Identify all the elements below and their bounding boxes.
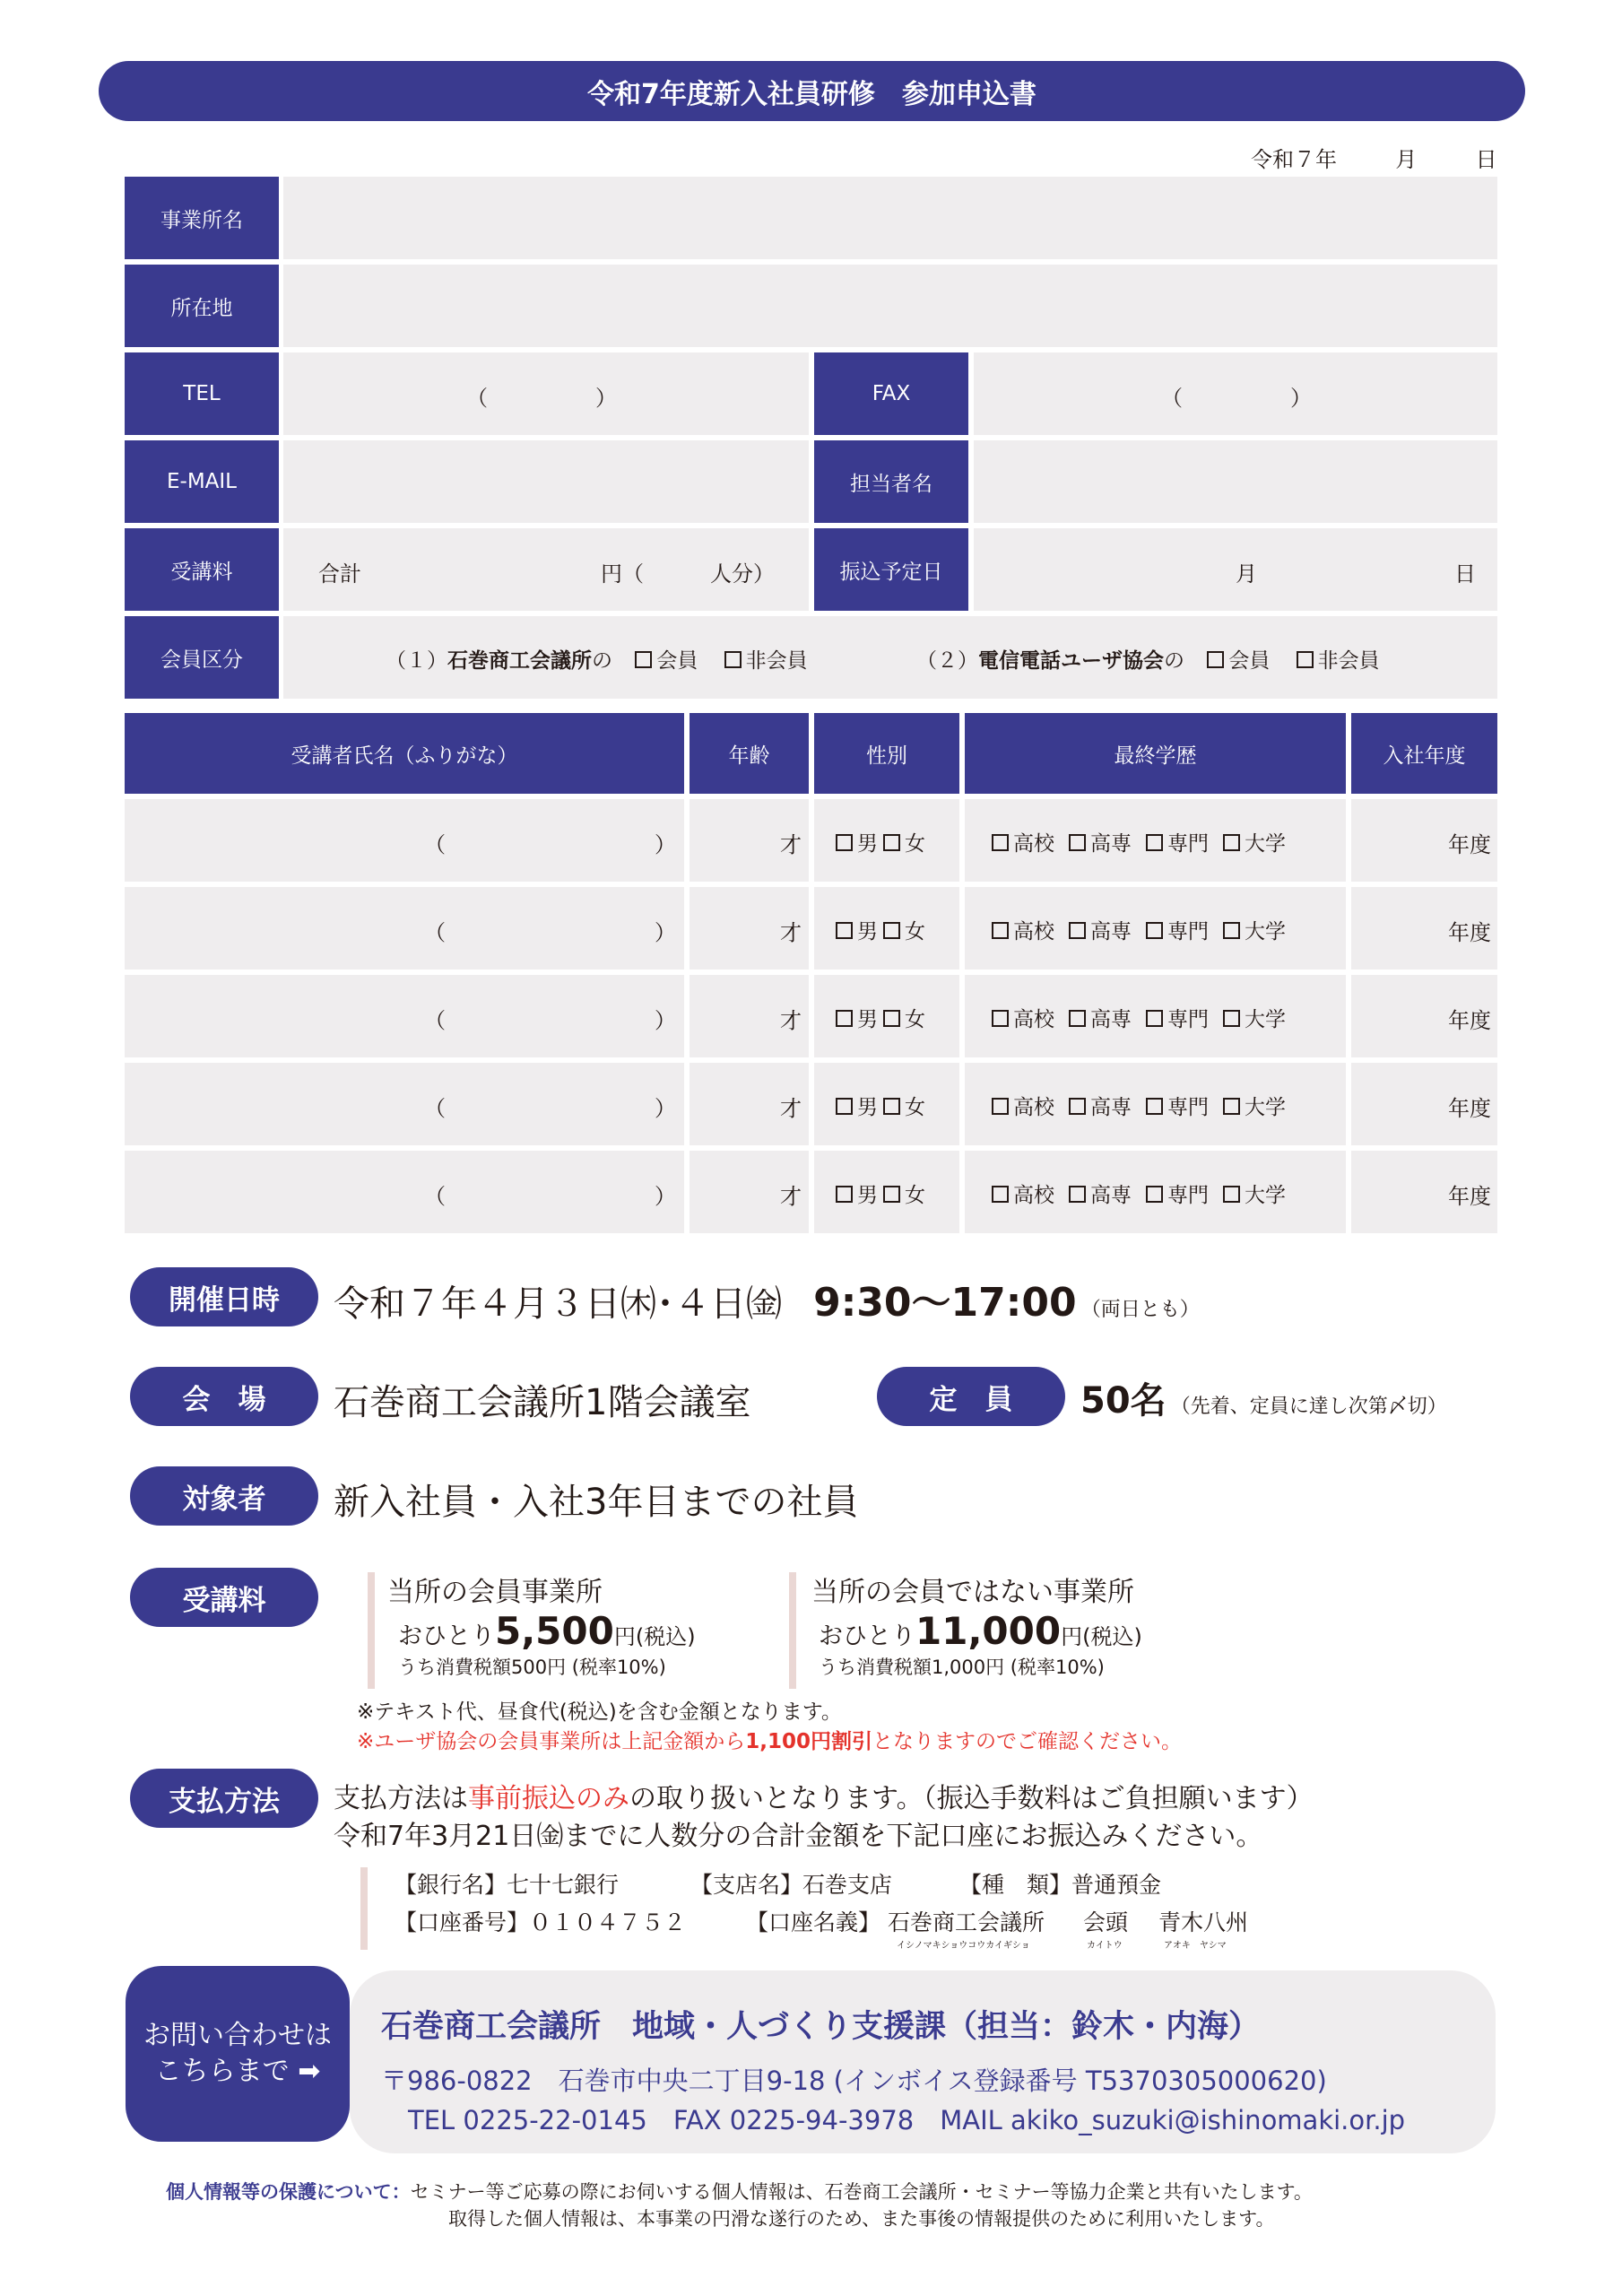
company-field[interactable]: [283, 177, 1497, 259]
fee-nonmember-block: [811, 1570, 1142, 1680]
date-note: （両日とも）: [1080, 1299, 1200, 1321]
fee-member-tax: うち消費税額500円 (税率10%): [398, 1657, 666, 1678]
tel-label: TEL: [125, 352, 279, 435]
date-line: [1251, 142, 1497, 173]
privacy-label: 個人情報等の保護について：: [166, 2181, 411, 2203]
age-unit: 才: [780, 920, 802, 945]
education-checkbox[interactable]: [1223, 832, 1286, 856]
education-label: 高校: [1013, 1184, 1054, 1207]
education-label: 高校: [1013, 832, 1054, 856]
education-label: 高専: [1090, 1008, 1132, 1031]
account-holder-label: 【口座名義】: [746, 1909, 881, 1935]
time-value: 9:30～17:00: [813, 1280, 1077, 1326]
member-1-no: の: [592, 649, 612, 673]
member-2-member-label: 会員: [1228, 649, 1271, 673]
education-label: 専門: [1167, 1096, 1209, 1119]
fee-nonmember-amount: 11,000: [915, 1609, 1062, 1653]
fee-label: 受講料: [125, 528, 279, 611]
education-checkbox[interactable]: [1146, 1008, 1209, 1031]
member-1-member-checkbox[interactable]: [635, 644, 698, 674]
male-checkbox[interactable]: [836, 1096, 878, 1119]
member-1-org: 石巻商工会議所: [447, 649, 592, 673]
education-label: 高専: [1090, 1096, 1132, 1119]
participant-name-cell[interactable]: [125, 1151, 684, 1233]
paren-close: ）: [655, 832, 676, 857]
education-checkbox[interactable]: [1069, 1096, 1132, 1119]
target-value: 新入社員・入社3年目までの社員: [334, 1482, 859, 1523]
account-holder-kana: イシノマキショウコウカイギショ: [897, 1941, 1030, 1951]
venue-value: 石巻商工会議所1階会議室: [334, 1382, 751, 1423]
education-label: 専門: [1167, 832, 1209, 856]
address-field[interactable]: [283, 265, 1497, 347]
education-checkbox[interactable]: [1069, 1008, 1132, 1031]
female-label: 女: [905, 1184, 925, 1207]
paren-open: （: [424, 832, 446, 857]
fax-label: FAX: [814, 352, 968, 435]
contact-phones: TEL 0225-22-0145 FAX 0225-94-3978 MAIL akiko_suzuki@ishinomaki.or.jp: [408, 2105, 1406, 2135]
participant-name-cell[interactable]: [125, 887, 684, 970]
fax-paren: （ ）: [1161, 386, 1312, 411]
education-checkbox[interactable]: [1146, 832, 1209, 856]
member-2-nonmember-label: 非会員: [1317, 649, 1380, 673]
arrow-right-icon: ➡: [298, 2056, 321, 2087]
payment-pill: 支払方法: [130, 1769, 318, 1828]
fee-nonmember-title: 当所の会員ではない事業所: [811, 1577, 1134, 1608]
education-checkbox[interactable]: [1223, 920, 1286, 944]
education-checkbox[interactable]: [992, 832, 1054, 856]
education-label: 大学: [1245, 1184, 1286, 1207]
fee-member-amount: 5,500: [495, 1609, 614, 1653]
email-label: E-MAIL: [125, 440, 279, 523]
fee-note-2a: ※ユーザ協会の会員事業所は上記金額から: [357, 1730, 746, 1753]
payment-line-1: [334, 1776, 1314, 1815]
contact-person-label: 担当者名: [814, 440, 968, 523]
age-unit: 才: [780, 1184, 802, 1209]
account-holder: 石巻商工会議所: [888, 1909, 1045, 1935]
account-type: 【種 類】普通預金: [959, 1872, 1162, 1898]
fee-people-label: 人分）: [710, 561, 775, 587]
email-field[interactable]: [283, 440, 809, 523]
male-checkbox[interactable]: [836, 1008, 878, 1031]
education-label: 高校: [1013, 1008, 1054, 1031]
education-checkbox[interactable]: [1146, 920, 1209, 944]
fee-yen-label: 円（: [601, 561, 644, 587]
fee-member-title: 当所の会員事業所: [387, 1577, 603, 1608]
education-checkbox[interactable]: [992, 1008, 1054, 1031]
male-checkbox[interactable]: [836, 920, 878, 944]
fee-note-2: [357, 1725, 1182, 1754]
paren-close: ）: [655, 1096, 676, 1121]
header-age: 年齢: [690, 713, 809, 794]
participant-name-cell[interactable]: [125, 799, 684, 882]
date-row: [334, 1270, 1200, 1327]
capacity-pill: 定 員: [877, 1367, 1065, 1426]
education-checkbox[interactable]: [992, 1096, 1054, 1119]
paren-open: （: [424, 1096, 446, 1121]
member-option-group-1: [386, 644, 828, 674]
female-label: 女: [905, 920, 925, 944]
member-class-label: 会員区分: [125, 616, 279, 699]
education-checkbox[interactable]: [1223, 1096, 1286, 1119]
paren-close: ）: [655, 920, 676, 945]
education-checkbox[interactable]: [1069, 920, 1132, 944]
participant-name-cell[interactable]: [125, 1063, 684, 1145]
education-label: 専門: [1167, 1008, 1209, 1031]
paren-open: （: [424, 920, 446, 945]
capacity-value: 50名: [1080, 1380, 1167, 1422]
education-label: 大学: [1245, 920, 1286, 944]
pay-line1-a: 支払方法は: [334, 1783, 468, 1814]
female-checkbox[interactable]: [883, 1184, 925, 1207]
male-label: 男: [857, 832, 878, 856]
female-checkbox[interactable]: [883, 832, 925, 856]
member-2-member-checkbox[interactable]: [1207, 644, 1270, 674]
contact-address: 〒986-0822 石巻市中央二丁目9-18 (インボイス登録番号 T5370305000620): [381, 2066, 1327, 2096]
education-label: 高専: [1090, 1184, 1132, 1207]
title-bar: [99, 61, 1525, 121]
date-pill: 開催日時: [130, 1267, 318, 1326]
contact-badge-line-2: こちらまで: [154, 2056, 290, 2087]
fee-note-2c: となりますのでご確認ください。: [872, 1730, 1183, 1753]
female-checkbox[interactable]: [883, 920, 925, 944]
privacy-line-1: [166, 2178, 1313, 2205]
holder-person-kana: アオキ ヤシマ: [1164, 1941, 1227, 1951]
member-1-nonmember-label: 非会員: [745, 649, 808, 673]
education-label: 大学: [1245, 832, 1286, 856]
fee-nonmember-tax: うち消費税額1,000円 (税率10%): [819, 1657, 1105, 1678]
company-label: 事業所名: [125, 177, 279, 259]
date-month: 月: [1395, 147, 1418, 172]
year-unit: 年度: [1448, 1184, 1491, 1209]
education-checkbox[interactable]: [1069, 1184, 1132, 1207]
header-gender: 性別: [814, 713, 959, 794]
header-education: 最終学歴: [965, 713, 1346, 794]
member-2-org: 電信電話ユーザ協会: [978, 649, 1164, 673]
fee-nonmember-bar: [789, 1572, 796, 1689]
education-label: 高校: [1013, 920, 1054, 944]
male-label: 男: [857, 1184, 878, 1207]
tel-paren: （ ）: [466, 386, 617, 411]
member-option-group-2: [916, 644, 1400, 674]
member-2-nonmember-checkbox[interactable]: [1297, 644, 1380, 674]
paren-close: ）: [655, 1184, 676, 1209]
transfer-day: 日: [1454, 561, 1476, 587]
bank-bar: [360, 1867, 368, 1950]
male-label: 男: [857, 920, 878, 944]
fee-note-1: ※テキスト代、昼食代(税込)を含む金額となります。: [357, 1700, 842, 1724]
member-1-nonmember-checkbox[interactable]: [724, 644, 808, 674]
member-2-no: の: [1164, 649, 1184, 673]
fee-member-prefix: おひとり: [398, 1622, 495, 1650]
payment-line-2: 令和7年3月21日㈮までに人数分の合計金額を下記口座にお振込みください。: [334, 1821, 1263, 1852]
holder-title-kana: カイトウ: [1087, 1941, 1123, 1951]
male-checkbox[interactable]: [836, 832, 878, 856]
fee-note-2b: 1,100円割引: [745, 1730, 873, 1753]
contact-badge: [126, 1966, 350, 2142]
age-unit: 才: [780, 1008, 802, 1033]
venue-pill: 会 場: [130, 1367, 318, 1426]
education-checkbox[interactable]: [1223, 1008, 1286, 1031]
education-label: 高専: [1090, 920, 1132, 944]
privacy-text-1: セミナー等ご応募の際にお伺いする個人情報は、石巻商工会議所・セミナー等協力企業と共有いたします。: [410, 2181, 1313, 2203]
education-label: 大学: [1245, 1096, 1286, 1119]
education-label: 専門: [1167, 1184, 1209, 1207]
fee-pill: 受講料: [130, 1568, 318, 1627]
education-checkbox[interactable]: [1146, 1096, 1209, 1119]
member-1-member-label: 会員: [656, 649, 698, 673]
education-label: 専門: [1167, 920, 1209, 944]
contact-org: 石巻商工会議所 地域・人づくり支援課（担当：鈴木・内海）: [381, 2009, 1261, 2045]
education-checkbox[interactable]: [1146, 1184, 1209, 1207]
year-unit: 年度: [1448, 1096, 1491, 1121]
target-pill: 対象者: [130, 1466, 318, 1526]
date-value: 令和７年４月３日㈭･４日㈮: [334, 1283, 782, 1325]
transfer-month: 月: [1236, 561, 1257, 587]
fee-member-suffix: 円(税込): [613, 1624, 696, 1649]
transfer-date-label: 振込予定日: [814, 528, 968, 611]
address-label: 所在地: [125, 265, 279, 347]
paren-open: （: [424, 1184, 446, 1209]
education-checkbox[interactable]: [1069, 832, 1132, 856]
member-2-prefix: （２）: [916, 649, 978, 673]
age-unit: 才: [780, 832, 802, 857]
paren-open: （: [424, 1008, 446, 1033]
branch-name: 【支店名】石巻支店: [690, 1872, 893, 1898]
member-1-prefix: （１）: [386, 649, 447, 673]
fee-member-bar: [368, 1572, 375, 1689]
holder-title: 会頭: [1083, 1909, 1129, 1935]
male-label: 男: [857, 1008, 878, 1031]
male-label: 男: [857, 1096, 878, 1119]
education-label: 高校: [1013, 1096, 1054, 1119]
capacity-row: [1080, 1372, 1447, 1423]
paren-close: ）: [655, 1008, 676, 1033]
account-number: 【口座番号】０１０４７５２: [395, 1909, 687, 1935]
privacy-line-2: 取得した個人情報は、本事業の円滑な遂行のため、また事後の情報提供のために利用いたします。: [448, 2208, 1275, 2230]
header-join-year: 入社年度: [1351, 713, 1497, 794]
date-day: 日: [1475, 147, 1497, 172]
date-era: 令和７年: [1251, 147, 1337, 172]
pay-line1-c: の取り扱いとなります。（振込手数料はご負担願います）: [629, 1783, 1314, 1814]
contact-badge-line-1: お問い合わせは: [143, 2020, 332, 2051]
holder-person: 青木八州: [1158, 1909, 1249, 1935]
header-name: 受講者氏名（ふりがな）: [125, 713, 684, 794]
bank-name: 【銀行名】七十七銀行: [395, 1872, 620, 1898]
female-label: 女: [905, 1096, 925, 1119]
fee-member-block: [387, 1570, 696, 1680]
participant-name-cell[interactable]: [125, 975, 684, 1057]
age-unit: 才: [780, 1096, 802, 1121]
fee-nonmember-suffix: 円(税込): [1061, 1624, 1142, 1649]
fee-total-label: 合計: [318, 561, 361, 587]
female-checkbox[interactable]: [883, 1096, 925, 1119]
education-label: 大学: [1245, 1008, 1286, 1031]
fee-nonmember-prefix: おひとり: [819, 1622, 915, 1650]
education-checkbox[interactable]: [1223, 1184, 1286, 1207]
education-checkbox[interactable]: [992, 1184, 1054, 1207]
female-checkbox[interactable]: [883, 1008, 925, 1031]
pay-line1-b: 事前振込のみ: [468, 1783, 629, 1814]
education-label: 高専: [1090, 832, 1132, 856]
year-unit: 年度: [1448, 832, 1491, 857]
page-title: 令和7年度新入社員研修 参加申込書: [587, 78, 1037, 110]
capacity-note: （先着、定員に達し次第〆切）: [1170, 1396, 1447, 1418]
female-label: 女: [905, 832, 925, 856]
contact-person-field[interactable]: [974, 440, 1497, 523]
education-checkbox[interactable]: [992, 920, 1054, 944]
female-label: 女: [905, 1008, 925, 1031]
year-unit: 年度: [1448, 1008, 1491, 1033]
year-unit: 年度: [1448, 920, 1491, 945]
male-checkbox[interactable]: [836, 1184, 878, 1207]
